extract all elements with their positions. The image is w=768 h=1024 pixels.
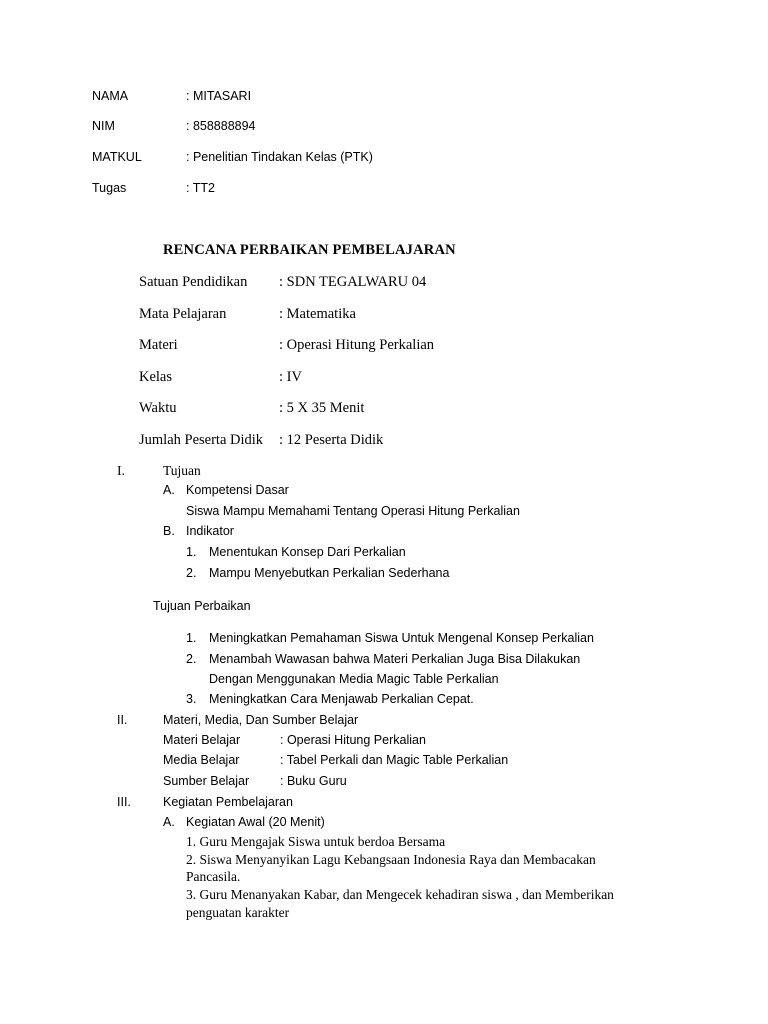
identity-label: Waktu (139, 400, 177, 416)
subsection-marker: A. (163, 815, 175, 829)
identity-value: : Matematika (279, 306, 356, 322)
section-numeral: II. (117, 713, 128, 727)
list-number: 2. (186, 652, 197, 666)
list-item: Meningkatkan Pemahaman Siswa Untuk Mengenal Konsep Perkalian (209, 631, 594, 645)
resource-value: : Tabel Perkali dan Magic Table Perkalian (280, 753, 509, 767)
identity-label: Kelas (139, 369, 173, 385)
list-number: 1. (186, 631, 197, 645)
section-numeral: I. (117, 463, 125, 478)
identity-value: : 5 X 35 Menit (279, 400, 365, 416)
section-numeral: III. (117, 795, 131, 809)
identity-label: Satuan Pendidikan (139, 274, 248, 290)
identity-value: : SDN TEGALWARU 04 (279, 274, 427, 290)
list-number: 1. (186, 545, 197, 559)
resource-label: Materi Belajar (163, 733, 241, 747)
identity-value: : IV (279, 369, 302, 385)
header-value-matkul: : Penelitian Tindakan Kelas (PTK) (186, 150, 373, 164)
subsection-marker: A. (163, 483, 175, 497)
list-number: 2. (186, 566, 197, 580)
kompetensi-text: Siswa Mampu Memahami Tentang Operasi Hitung Perkalian (186, 504, 520, 518)
subsection-heading: Kompetensi Dasar (186, 483, 289, 497)
resource-value: : Operasi Hitung Perkalian (280, 733, 426, 747)
list-item-continuation: Dengan Menggunakan Media Magic Table Perkalian (209, 672, 499, 686)
header-value-nim: : 858888894 (186, 119, 256, 133)
subsection-heading: Kegiatan Awal (20 Menit) (186, 815, 325, 829)
identity-label: Materi (139, 337, 178, 353)
identity-label: Mata Pelajaran (139, 306, 227, 322)
section-heading: Materi, Media, Dan Sumber Belajar (163, 713, 359, 727)
subsection-heading: Indikator (186, 524, 234, 538)
header-label-tugas: Tugas (92, 181, 127, 195)
activity-step: 3. Guru Menanyakan Kabar, dan Mengecek kehadiran siswa , dan Memberikan (186, 887, 614, 902)
activity-step-continuation: penguatan karakter (186, 905, 290, 920)
identity-value: : 12 Peserta Didik (279, 432, 384, 448)
identity-label: Jumlah Peserta Didik (139, 432, 264, 448)
subsection-marker: B. (163, 524, 175, 538)
activity-step: 2. Siswa Menyanyikan Lagu Kebangsaan Indonesia Raya dan Membacakan (186, 852, 596, 867)
header-label-nim: NIM (92, 119, 115, 133)
activity-step: 1. Guru Mengajak Siswa untuk berdoa Bersama (186, 834, 446, 849)
header-label-matkul: MATKUL (92, 150, 142, 164)
resource-label: Sumber Belajar (163, 774, 250, 788)
resource-value: : Buku Guru (280, 774, 347, 788)
activity-step-continuation: Pancasila. (186, 869, 241, 884)
section-heading: Tujuan (163, 463, 201, 478)
list-item: Menentukan Konsep Dari Perkalian (209, 545, 406, 559)
document-title: RENCANA PERBAIKAN PEMBELAJARAN (163, 242, 456, 258)
perbaikan-heading: Tujuan Perbaikan (153, 599, 251, 613)
list-item: Menambah Wawasan bahwa Materi Perkalian Juga Bisa Dilakukan (209, 652, 581, 666)
header-label-nama: NAMA (92, 89, 129, 103)
list-number: 3. (186, 692, 197, 706)
list-item: Mampu Menyebutkan Perkalian Sederhana (209, 566, 450, 580)
list-item: Meningkatkan Cara Menjawab Perkalian Cepat. (209, 692, 474, 706)
identity-value: : Operasi Hitung Perkalian (279, 337, 435, 353)
resource-label: Media Belajar (163, 753, 240, 767)
header-value-nama: : MITASARI (186, 89, 252, 103)
header-value-tugas: : TT2 (186, 181, 215, 195)
section-heading: Kegiatan Pembelajaran (163, 795, 293, 809)
